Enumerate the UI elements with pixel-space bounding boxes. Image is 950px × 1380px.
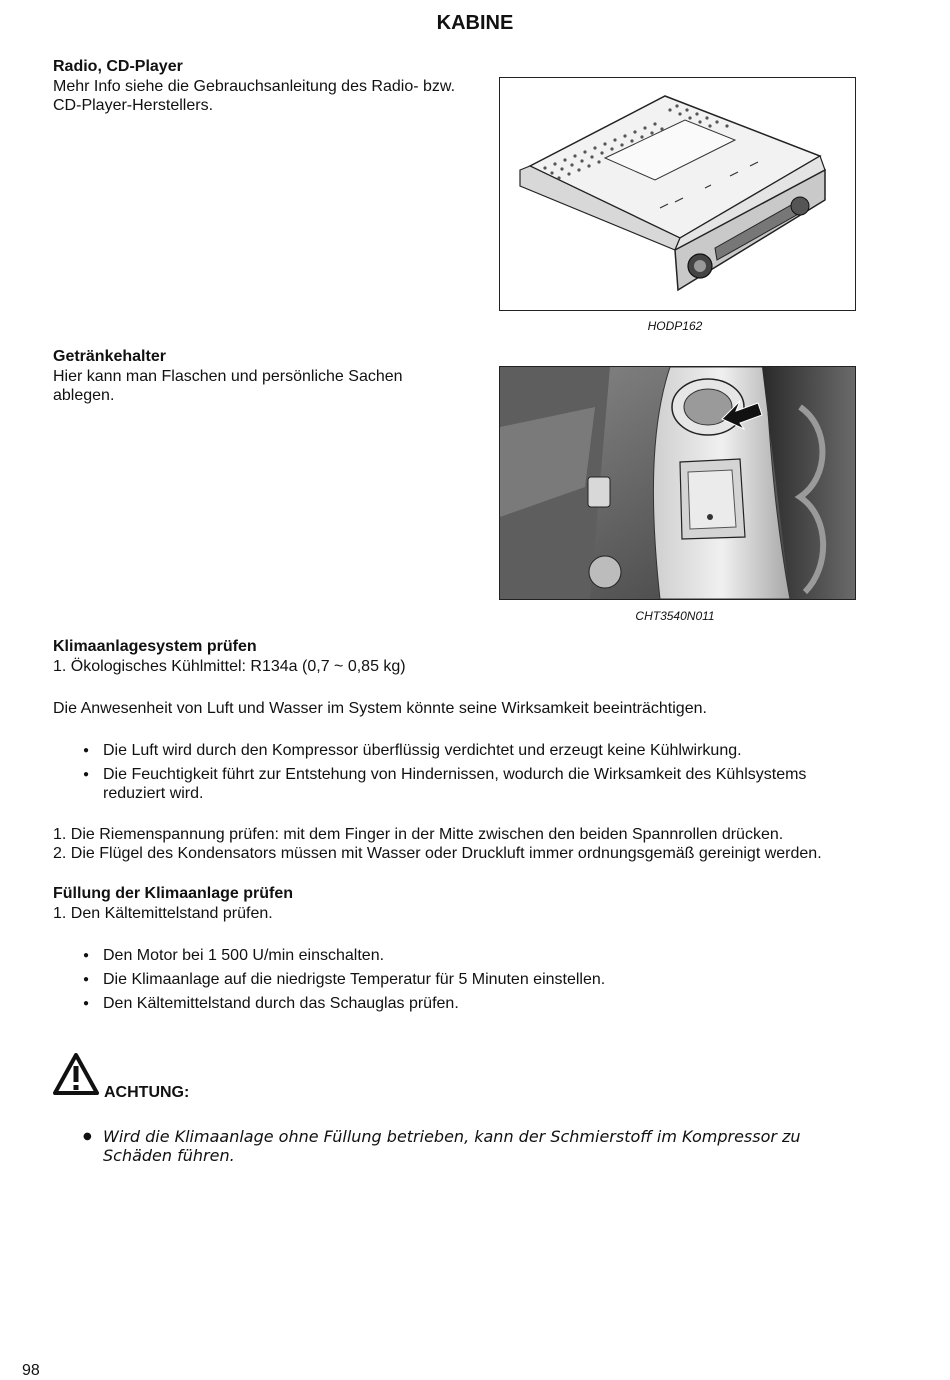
cupholder-photo xyxy=(500,367,855,599)
ac-check-heading: Klimaanlagesystem prüfen xyxy=(53,638,257,655)
cupholder-figure-caption: CHT3540N011 xyxy=(635,609,715,623)
list-item: ● Wird die Klimaanlage ohne Füllung betrieben, kann der Schmierstoff im Kompressor zu Schäden führen. xyxy=(53,1127,813,1165)
cupholder-figure xyxy=(499,366,856,600)
list-item: ● Die Feuchtigkeit führt zur Entstehung von Hindernissen, wodurch die Wirksamkeit des Kühlsystems reduziert wird. xyxy=(53,765,873,803)
ac-fill-bullet-list xyxy=(53,946,873,1018)
ac-check-step-2: 2. Die Flügel des Kondensators müssen mit Wasser oder Druckluft immer ordnungsgemäß gereinigt werden. xyxy=(53,845,822,862)
list-item: ● Den Kältemittelstand durch das Schauglas prüfen. xyxy=(53,994,873,1013)
ac-check-bullet-list xyxy=(53,741,873,808)
radio-figure xyxy=(499,77,856,311)
warning-triangle-icon xyxy=(53,1053,99,1095)
radio-figure-caption: HODP162 xyxy=(647,319,703,333)
ac-check-item-1: 1. Ökologisches Kühlmittel: R134a (0,7 ~ 0,85 kg) xyxy=(53,658,406,675)
radio-text-line-2: CD-Player-Herstellers. xyxy=(53,97,214,114)
page-number: 98 xyxy=(22,1362,40,1379)
list-item: ● Die Klimaanlage auf die niedrigste Temperatur für 5 Minuten einstellen. xyxy=(53,970,873,989)
radio-text-line-1: Mehr Info siehe die Gebrauchsanleitung des Radio- bzw. xyxy=(53,78,456,95)
radio-illustration xyxy=(500,78,855,310)
cupholder-text-line-1: Hier kann man Flaschen und persönliche Sachen xyxy=(53,368,403,385)
ac-check-paragraph: Die Anwesenheit von Luft und Wasser im System könnte seine Wirksamkeit beeinträchtigen. xyxy=(53,700,707,717)
warning-bullet-list xyxy=(53,1127,813,1170)
page-title: KABINE xyxy=(436,12,514,34)
ac-fill-item-1: 1. Den Kältemittelstand prüfen. xyxy=(53,905,273,922)
warning-label: ACHTUNG: xyxy=(104,1084,190,1101)
ac-fill-heading: Füllung der Klimaanlage prüfen xyxy=(53,885,294,902)
radio-heading: Radio, CD-Player xyxy=(53,58,183,75)
cupholder-text-line-2: ablegen. xyxy=(53,387,115,404)
cupholder-heading: Getränkehalter xyxy=(53,348,166,365)
list-item: ● Den Motor bei 1 500 U/min einschalten. xyxy=(53,946,873,965)
list-item: ● Die Luft wird durch den Kompressor überflüssig verdichtet und erzeugt keine Kühlwirkung. xyxy=(53,741,873,760)
ac-check-step-1: 1. Die Riemenspannung prüfen: mit dem Finger in der Mitte zwischen den beiden Spannrollen drücken. xyxy=(53,826,784,843)
